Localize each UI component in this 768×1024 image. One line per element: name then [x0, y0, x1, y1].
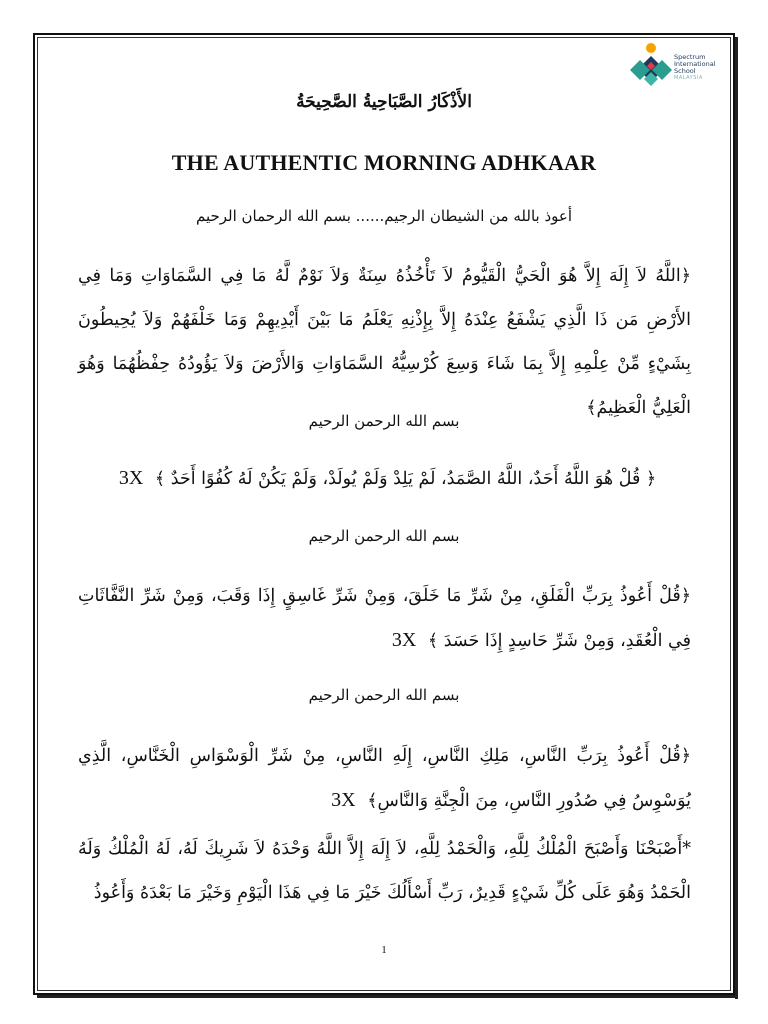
taawwudh-line: أعوذ بالله من الشيطان الرجيم...... بسم الله الرحمان الرحيم — [195, 207, 573, 225]
asbahna-dua-paragraph: *أَصْبَحْنَا وَأَصْبَحَ الْمُلْكُ لِلَّهِ، وَالْحَمْدُ لِلَّهِ، لاَ إِلَهَ إِلاَّ اللَّهُ وَحْدَهُ لاَ شَرِيكَ لَهُ، لَهُ الْمُلْكُ وَلَهُ الْحَمْدُ وَهُوَ عَلَى كُلِّ شَيْءٍ قَدِيرٌ، رَبِّ أَسْأَلُكَ خَيْرَ مَا فِي هَذَا الْيَوْمِ وَخَيْرَ مَا بَعْدَهُ وَأَعُوذُ — [78, 839, 691, 903]
page-number: 1 — [381, 944, 387, 956]
repeat-count: 3X — [331, 789, 356, 811]
basmala-heading: بسم الله الرحمن الرحيم — [308, 686, 460, 704]
basmala-heading: بسم الله الرحمن الرحيم — [308, 527, 460, 545]
surah-falaq-paragraph — [78, 574, 691, 663]
surah-ikhlas-paragraph — [78, 456, 691, 501]
basmala-heading: بسم الله الرحمن الرحيم — [308, 412, 460, 430]
surah-falaq-text: ﴿قُلْ أَعُوذُ بِرَبِّ الْفَلَقِ، مِنْ شَرِّ مَا خَلَقَ، وَمِنْ شَرِّ غَاسِقٍ إِذَا وَقَبَ، وَمِنْ شَرِّ النَّفَّاثَاتِ فِي الْعُقَدِ، وَمِنْ شَرِّ حَاسِدٍ إِذَا حَسَدَ ﴾ — [78, 586, 691, 651]
repeat-count: 3X — [118, 467, 144, 489]
logo-line-2: International — [674, 60, 716, 68]
logo-line-1: Spectrum — [674, 53, 706, 61]
surah-ikhlas-text: ﴿ قُلْ هُوَ اللَّهُ أَحَدٌ، اللَّهُ الصَّمَدُ، لَمْ يَلِدْ وَلَمْ يُولَدْ، وَلَمْ يَكُنْ لَهُ كُفُوًا أَحَدٌ ﴾ — [154, 469, 657, 489]
ayat-al-kursi-paragraph: ﴿اللَّهُ لاَ إِلَهَ إِلاَّ هُوَ الْحَيُّ الْقَيُّومُ لاَ تَأْخُذُهُ سِنَةٌ وَلاَ نَوْمٌ لَّهُ مَا فِي السَّمَاوَاتِ وَمَا فِي الأَرْضِ مَن ذَا الَّذِي يَشْفَعُ عِنْدَهُ إِلاَّ بِإِذْنِهِ يَعْلَمُ مَا بَيْنَ أَيْدِيهِمْ وَمَا خَلْفَهُمْ وَلاَ يُحِيطُونَ بِشَيْءٍ مِّنْ عِلْمِهِ إِلاَّ بِمَا شَاءَ وَسِعَ كُرْسِيُّهُ السَّمَاوَاتِ وَالأَرْضَ وَلاَ يَؤُودُهُ حِفْظُهُمَا وَهُوَ الْعَلِيُّ الْعَظِيمُ﴾ — [78, 266, 691, 418]
logo-line-4: MALAYSIA — [674, 75, 703, 81]
repeat-count: 3X — [391, 629, 417, 651]
page-border-shadow-bottom — [37, 995, 738, 998]
logo-line-3: School — [674, 67, 696, 75]
title-arabic: الأَذْكَارُ الصَّبَاحِيةُ الصَّحِيحَةُ — [296, 92, 472, 112]
school-logo-emblem-icon — [628, 42, 674, 92]
title-english: THE AUTHENTIC MORNING ADHKAAR — [171, 150, 597, 175]
page-border-shadow-right — [735, 37, 738, 999]
surah-nas-text: ﴿قُلْ أَعُوذُ بِرَبِّ النَّاسِ، مَلِكِ النَّاسِ، إِلَهِ النَّاسِ، مِنْ شَرِّ الْوَسْوَاسِ الْخَنَّاسِ، الَّذِي يُوَسْوِسُ فِي صُدُورِ النَّاسِ، مِنَ الْجِنَّةِ وَالنَّاسِ﴾ — [78, 746, 691, 811]
school-logo-text — [674, 54, 716, 82]
surah-nas-paragraph — [78, 734, 691, 823]
